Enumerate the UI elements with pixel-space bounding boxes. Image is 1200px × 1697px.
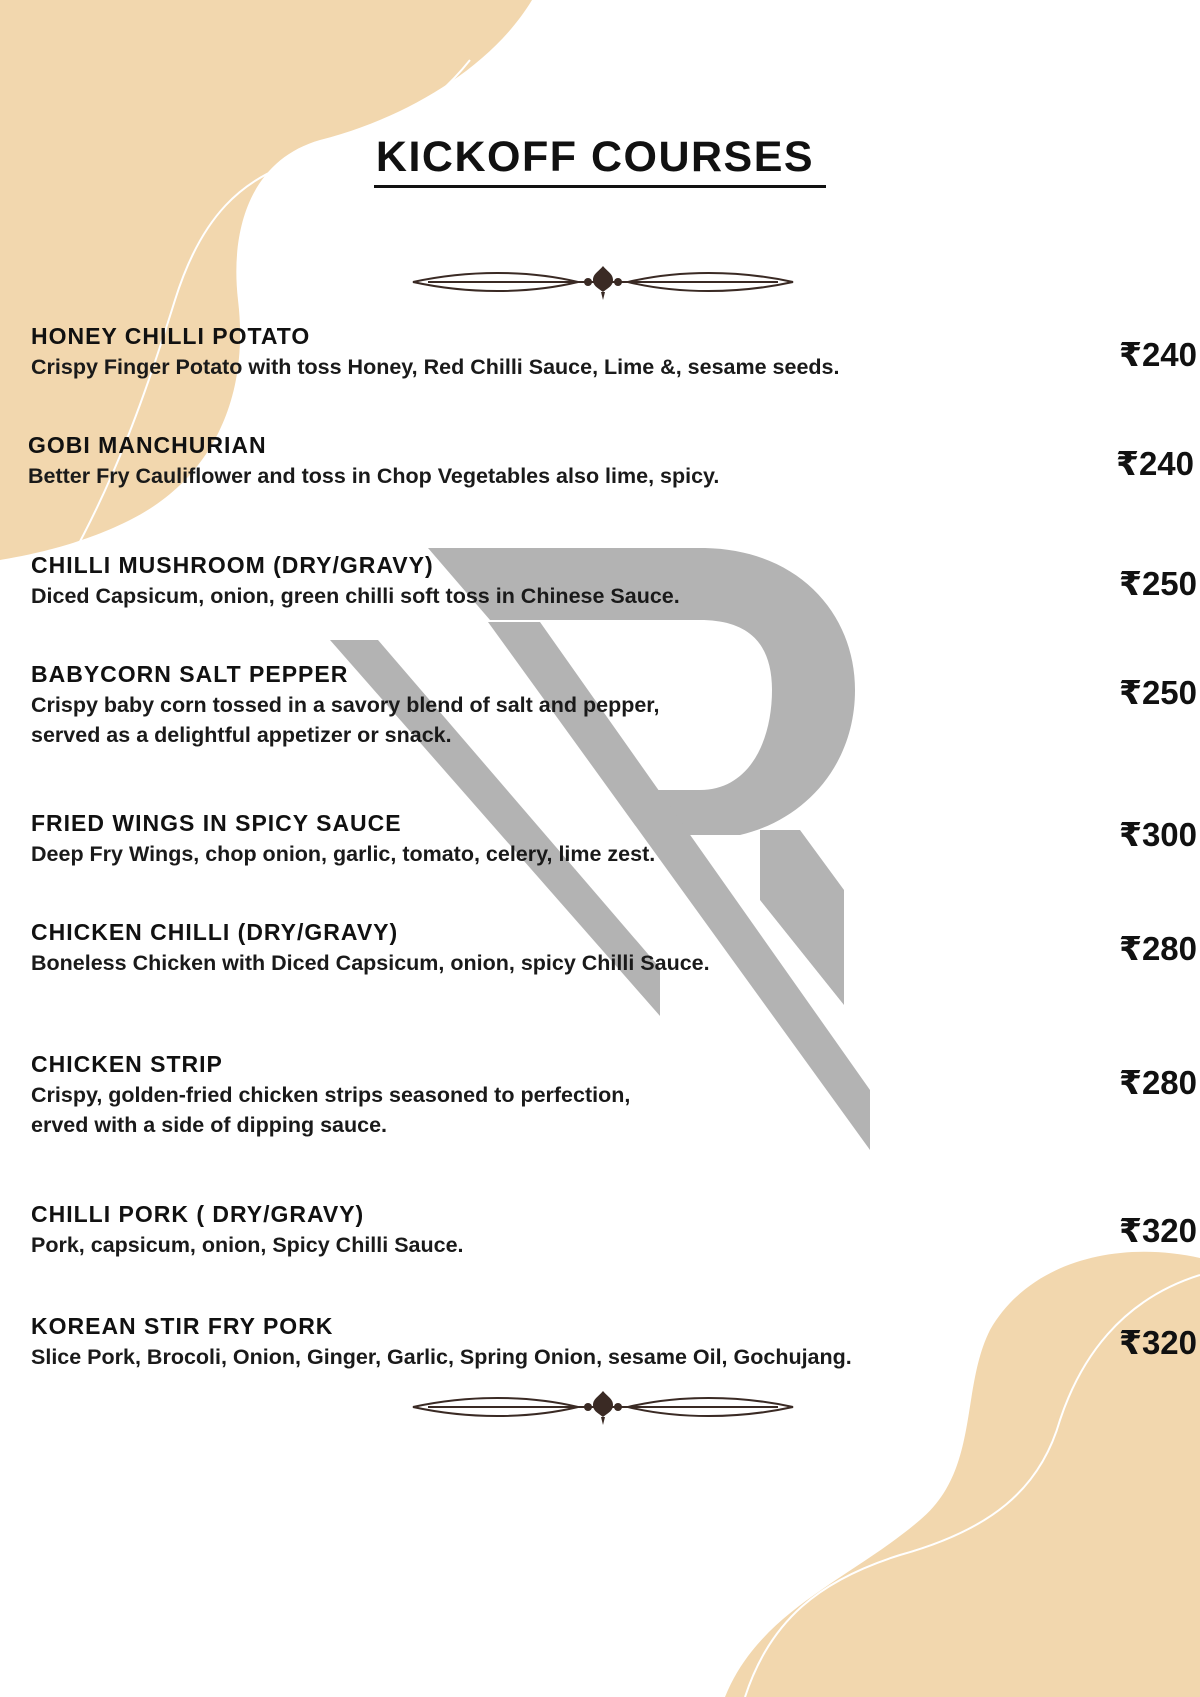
- item-name: GOBI MANCHURIAN: [28, 432, 267, 458]
- item-price: ₹250: [1118, 565, 1197, 602]
- rupee-icon: ₹: [1118, 1064, 1142, 1101]
- item-description: Slice Pork, Brocoli, Onion, Ginger, Garlic, Spring Onion, sesame Oil, Gochujang.: [31, 1345, 852, 1369]
- item-description: Diced Capsicum, onion, green chilli soft toss in Chinese Sauce.: [31, 584, 680, 608]
- item-description: Pork, capsicum, onion, Spicy Chilli Sauce.: [31, 1233, 464, 1257]
- item-price: ₹240: [1118, 336, 1197, 373]
- item-price: ₹250: [1118, 674, 1197, 711]
- rupee-icon: ₹: [1118, 336, 1142, 373]
- item-name: CHICKEN STRIP: [31, 1051, 223, 1077]
- item-price: ₹240: [1115, 445, 1194, 482]
- item-description: Deep Fry Wings, chop onion, garlic, tomato, celery, lime zest.: [31, 842, 656, 866]
- item-price: ₹300: [1118, 816, 1197, 853]
- rupee-icon: ₹: [1118, 674, 1142, 711]
- item-description: Better Fry Cauliflower and toss in Chop Vegetables also lime, spicy.: [28, 464, 720, 488]
- item-price: ₹320: [1118, 1212, 1197, 1249]
- item-description: Boneless Chicken with Diced Capsicum, onion, spicy Chilli Sauce.: [31, 951, 710, 975]
- item-description: Crispy, golden-fried chicken strips seasoned to perfection, erved with a side of dipping sauce.: [31, 1083, 631, 1137]
- item-name: HONEY CHILLI POTATO: [31, 323, 311, 349]
- item-description: Crispy Finger Potato with toss Honey, Red Chilli Sauce, Lime &, sesame seeds.: [31, 355, 840, 379]
- rupee-icon: ₹: [1118, 816, 1142, 853]
- item-price: ₹280: [1118, 930, 1197, 967]
- menu-title-text: KICKOFF COURSES: [374, 133, 826, 188]
- rupee-icon: ₹: [1118, 930, 1142, 967]
- item-name: FRIED WINGS IN SPICY SAUCE: [31, 810, 402, 836]
- item-description: Crispy baby corn tossed in a savory blend of salt and pepper, served as a delightful appetizer or snack.: [31, 693, 660, 747]
- rupee-icon: ₹: [1118, 1212, 1142, 1249]
- menu-title: [0, 133, 1200, 188]
- rupee-icon: ₹: [1118, 1324, 1142, 1361]
- item-price: ₹320: [1118, 1324, 1197, 1361]
- item-name: KOREAN STIR FRY PORK: [31, 1313, 334, 1339]
- rupee-icon: ₹: [1115, 445, 1139, 482]
- item-name: CHILLI MUSHROOM (DRY/GRAVY): [31, 552, 434, 578]
- rupee-icon: ₹: [1118, 565, 1142, 602]
- item-price: ₹280: [1118, 1064, 1197, 1101]
- item-name: BABYCORN SALT PEPPER: [31, 661, 349, 687]
- scroll-flourish-icon: [408, 262, 798, 302]
- scroll-flourish-icon: [408, 1387, 798, 1427]
- item-name: CHILLI PORK ( DRY/GRAVY): [31, 1201, 365, 1227]
- item-name: CHICKEN CHILLI (DRY/GRAVY): [31, 919, 399, 945]
